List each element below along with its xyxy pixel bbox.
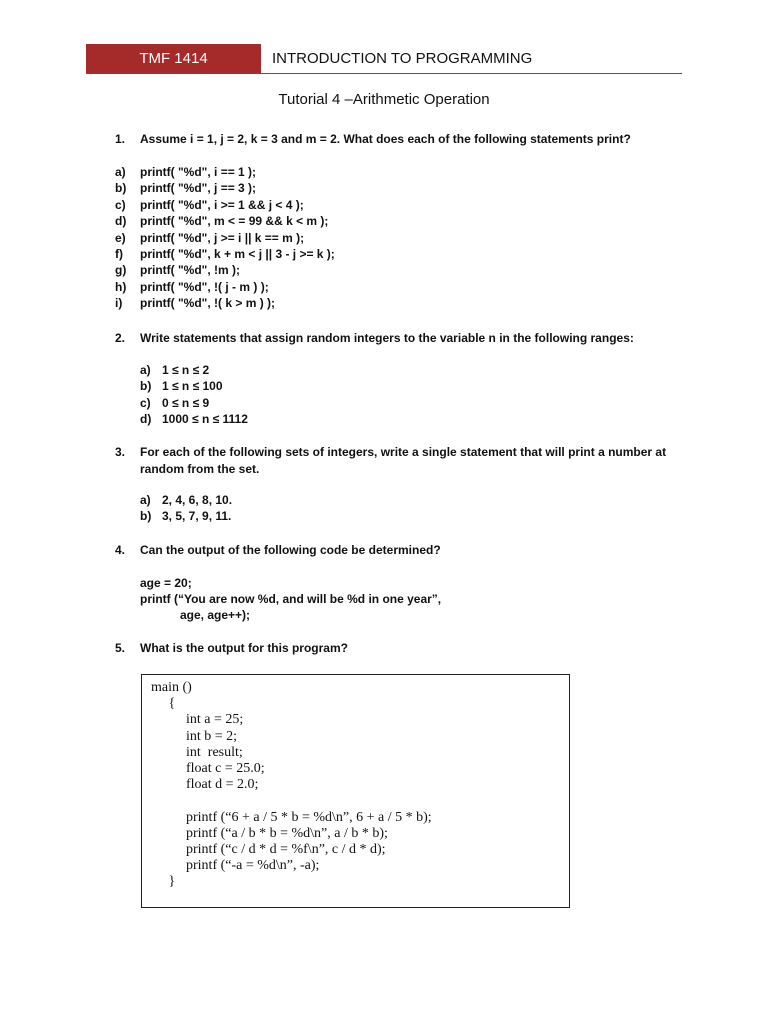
question-4-code: [140, 575, 441, 624]
code-line: }: [151, 874, 176, 890]
header-divider: [86, 73, 682, 74]
question-text: Assume i = 1, j = 2, k = 3 and m = 2. What does each of the following statements print?: [140, 132, 631, 146]
code-line: printf (“-a = %d\n”, -a);: [151, 858, 320, 874]
question-text: For each of the following sets of integers, write a single statement that will print a number at random from the set.: [140, 445, 667, 476]
code-line: printf (“You are now %d, and will be %d in one year”,: [140, 592, 442, 607]
question-number: 4.: [115, 543, 126, 557]
page-title: Tutorial 4 –Arithmetic Operation: [278, 91, 490, 108]
code-line: [151, 793, 432, 809]
question-number: 2.: [115, 331, 126, 345]
code-line: float d = 2.0;: [151, 777, 259, 793]
code-line: printf (“c / d * d = %f\n”, c / d * d);: [151, 841, 386, 857]
code-line: int a = 25;: [151, 712, 244, 728]
question-number: 3.: [115, 445, 126, 459]
code-line: int b = 2;: [151, 728, 238, 744]
question-text: Can the output of the following code be determined?: [140, 543, 441, 557]
code-line: float c = 25.0;: [151, 760, 265, 776]
code-line: {: [151, 696, 176, 712]
question-number: 5.: [115, 641, 126, 655]
code-line: printf (“6 + a / 5 * b = %d\n”, 6 + a / 5 * b);: [151, 809, 432, 825]
course-title: INTRODUCTION TO PROGRAMMING: [272, 50, 533, 67]
code-line: int result;: [151, 744, 243, 760]
code-line: printf (“a / b * b = %d\n”, a / b * b);: [151, 825, 388, 841]
program-code: [151, 680, 432, 890]
code-line: age, age++);: [140, 608, 251, 623]
question-text: What is the output for this program?: [140, 641, 348, 655]
question-number: 1.: [115, 132, 126, 146]
course-code: TMF 1414: [139, 50, 208, 67]
code-line: main (): [151, 680, 192, 695]
question-text: Write statements that assign random integers to the variable n in the following ranges:: [140, 331, 634, 345]
code-line: age = 20;: [140, 576, 192, 590]
